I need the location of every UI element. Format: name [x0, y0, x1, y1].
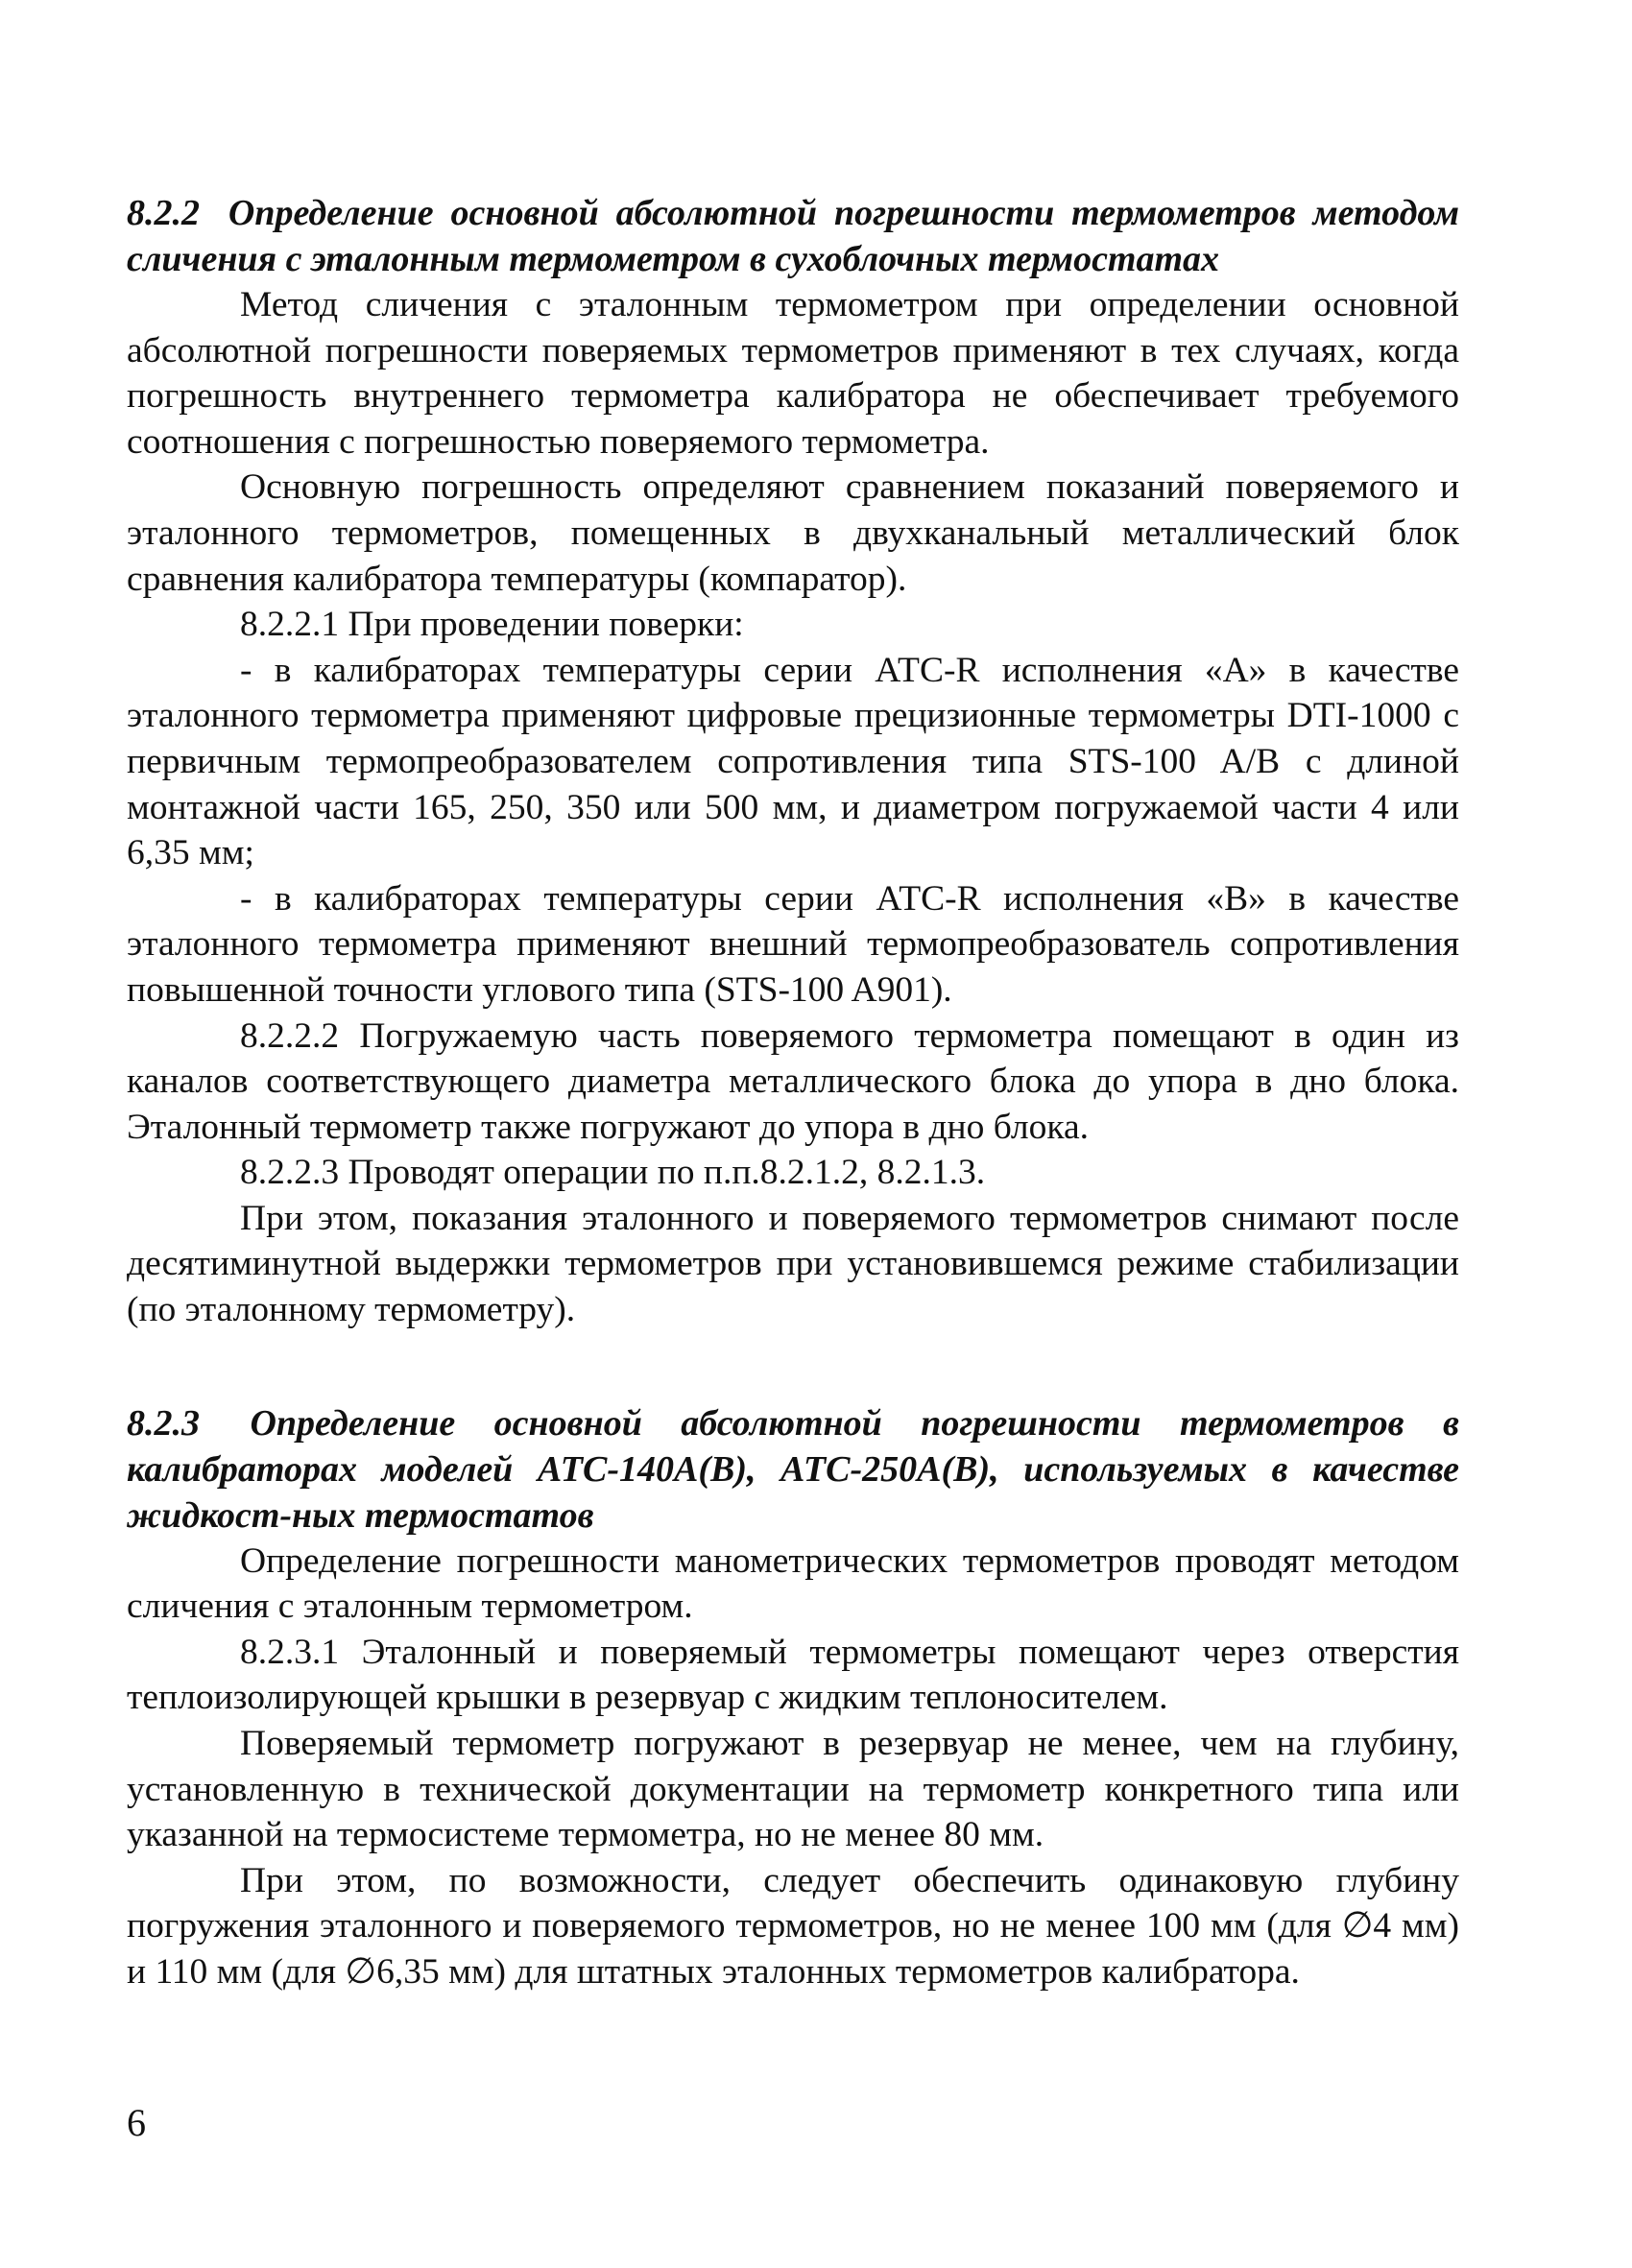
section-title: Определение основной абсолютной погрешности термометров методом сличения с эталонным термометром в сухоблочных термостатах [127, 193, 1460, 279]
paragraph: Поверяемый термометр погружают в резервуар не менее, чем на глубину, установленную в технической документации на термометр конкретного типа или указанной на термосистеме термометра, но не менее 80 мм. [127, 1724, 1459, 1855]
paragraph: 8.2.3.1 Эталонный и поверяемый термометры помещают через отверстия теплоизолирующей крышки в резервуар с жидким теплоносителем. [127, 1632, 1459, 1718]
document-page [127, 190, 1459, 1995]
section-title: Определение основной абсолютной погрешности термометров в калибраторах моделей АТС-140А(В), АТС-250А(В), используемых в качестве жидкост-ных термостатов [127, 1402, 1460, 1536]
paragraph: 8.2.2.1 При проведении поверки: [240, 605, 744, 645]
paragraph: При этом, по возможности, следует обеспечить одинаковую глубину погружения эталонного и поверяемого термометров, но не менее 100 мм (для ∅4 мм) и 110 мм (для ∅6,35 мм) для штатных эталонных термометров калибратора. [127, 1860, 1459, 1992]
section-heading [127, 1400, 1459, 1539]
section-spacer [127, 1333, 1459, 1400]
list-item: - в калибраторах температуры серии АТС-R исполнения «В» в качестве эталонного термометра применяют внешний термопреобразователь сопротивления повышенной точности углового типа (STS-100 A901). [127, 878, 1459, 1010]
paragraph: При этом, показания эталонного и поверяемого термометров снимают после десятиминутной выдержки термометров при установившемся режиме стабилизации (по эталонному термометру). [127, 1198, 1459, 1330]
paragraph: Определение погрешности манометрических термометров проводят методом сличения с эталонным термометром. [127, 1540, 1459, 1627]
paragraph: Основную погрешность определяют сравнением показаний поверяемого и эталонного термометров, помещенных в двухканальный металлический блок сравнения калибратора температуры (компаратор). [127, 467, 1459, 599]
paragraph: 8.2.2.2 Погружаемую часть поверяемого термометра помещают в один из каналов соответствующего диаметра металлического блока до упора в дно блока. Эталонный термометр также погружают до упора в дно блока. [127, 1015, 1459, 1147]
section-8-2-2 [127, 190, 1459, 1333]
paragraph: Метод сличения с эталонным термометром при определении основной абсолютной погрешности поверяемых термометров применяют в тех случаях, когда погрешность внутреннего термометра калибратора не обеспечивает требуемого соотношения с погрешностью поверяемого термометра. [127, 285, 1459, 462]
section-8-2-3 [127, 1400, 1459, 1995]
page-number: 6 [127, 2101, 146, 2144]
section-number: 8.2.2 [127, 193, 200, 233]
list-item: - в калибраторах температуры серии АТС-R исполнения «А» в качестве эталонного термометра применяют цифровые прецизионные термометры DTI-1000 с первичным термопреобразователем сопротивления типа STS-100 A/B с длиной монтажной части 165, 250, 350 или 500 мм, и диаметром погружаемой части 4 или 6,35 мм; [127, 650, 1459, 873]
paragraph: 8.2.2.3 Проводят операции по п.п.8.2.1.2, 8.2.1.3. [240, 1153, 986, 1193]
section-number: 8.2.3 [127, 1402, 200, 1444]
section-heading [127, 190, 1459, 282]
